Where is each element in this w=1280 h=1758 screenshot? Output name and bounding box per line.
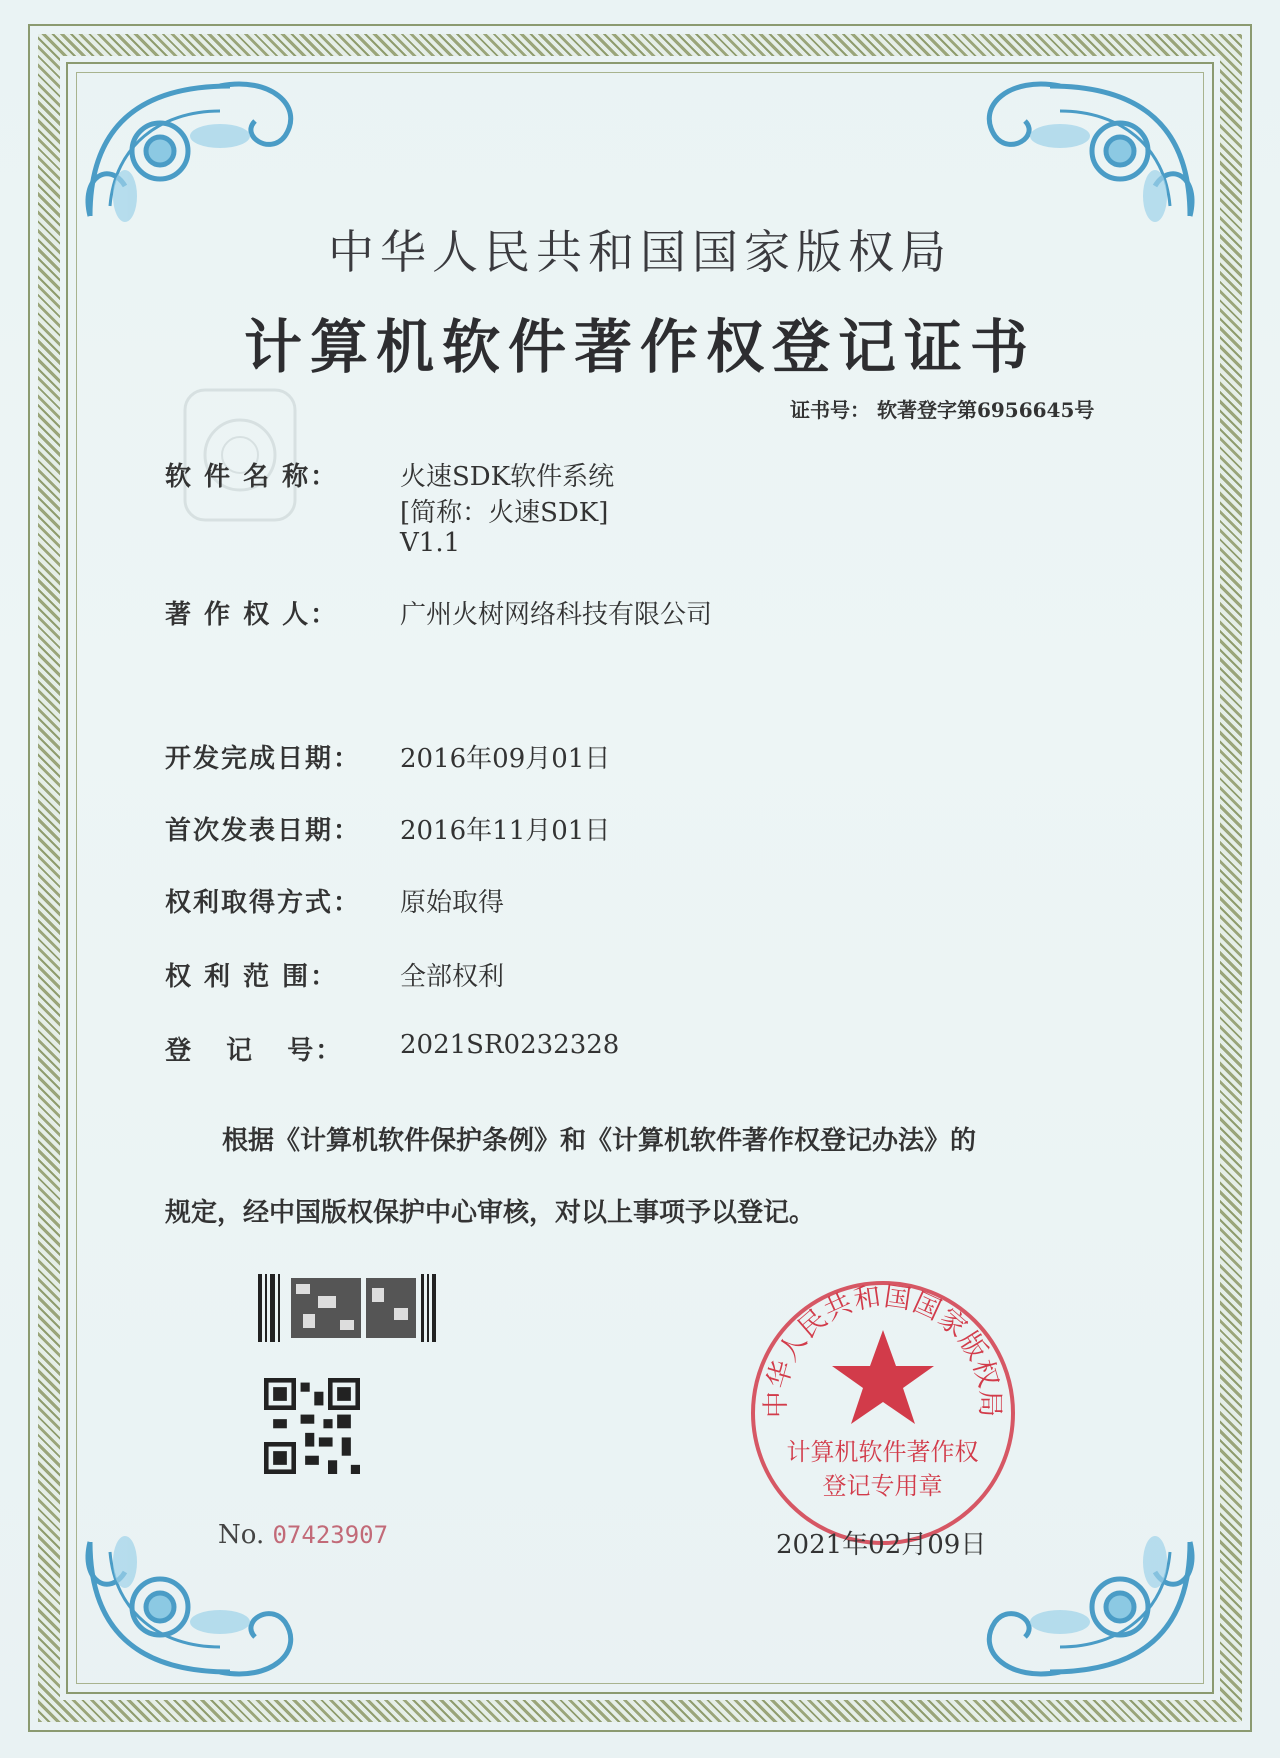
- serial-prefix: No.: [218, 1520, 265, 1550]
- reg-no-value: 2021SR0232328: [400, 1030, 620, 1060]
- software-abbr-value: [简称：火速SDK]: [400, 498, 609, 528]
- software-name-label: 软 件 名 称：: [165, 462, 339, 492]
- issue-date: 2021年02月09日: [776, 1530, 987, 1560]
- software-name-row: [165, 456, 615, 558]
- publish-date-value: 2016年11月01日: [400, 816, 611, 846]
- issuing-authority: 中华人民共和国国家版权局: [328, 225, 952, 279]
- official-seal-icon: [748, 1278, 1018, 1548]
- reg-no-row: [165, 1030, 620, 1067]
- statement-line-1: 根据《计算机软件保护条例》和《计算机软件著作权登记办法》的: [222, 1126, 977, 1156]
- barcode-icon: [258, 1274, 436, 1342]
- scope-row: [165, 956, 505, 993]
- emboss-watermark-icon: [175, 380, 305, 530]
- acquire-row: [165, 882, 505, 919]
- seal-ring-text: 中华人民共和国国家版权局: [760, 1281, 1006, 1419]
- seal-line-2: 登记专用章: [822, 1472, 943, 1500]
- dev-date-value: 2016年09月01日: [400, 744, 611, 774]
- dev-date-label: 开发完成日期：: [165, 744, 362, 774]
- owner-row: [165, 594, 713, 631]
- dev-date-row: [165, 738, 611, 775]
- corner-ornament-icon: [960, 66, 1210, 236]
- qr-code-icon: [264, 1378, 360, 1474]
- publish-date-label: 首次发表日期：: [165, 816, 362, 846]
- statement-line-2: 规定，经中国版权保护中心审核，对以上事项予以登记。: [165, 1198, 816, 1228]
- certificate-title: 计算机软件著作权登记证书: [243, 313, 1036, 381]
- acquire-label: 权利取得方式：: [165, 888, 362, 918]
- software-version-value: V1.1: [400, 528, 461, 558]
- corner-ornament-icon: [70, 66, 320, 236]
- software-name-value: 火速SDK软件系统: [400, 462, 615, 492]
- scope-label: 权 利 范 围：: [165, 962, 339, 992]
- owner-label: 著 作 权 人：: [165, 600, 339, 630]
- certificate-number: 证书号： 软著登字第6956645号: [790, 398, 1095, 422]
- scope-value: 全部权利: [400, 962, 505, 992]
- acquire-value: 原始取得: [400, 888, 505, 918]
- serial-number-value: 07423907: [272, 1521, 389, 1549]
- publish-date-row: [165, 810, 611, 847]
- seal-line-1: 计算机软件著作权: [786, 1438, 979, 1466]
- serial-number: [218, 1520, 388, 1550]
- owner-value: 广州火树网络科技有限公司: [400, 600, 713, 630]
- reg-no-label: 登 记 号：: [165, 1036, 344, 1066]
